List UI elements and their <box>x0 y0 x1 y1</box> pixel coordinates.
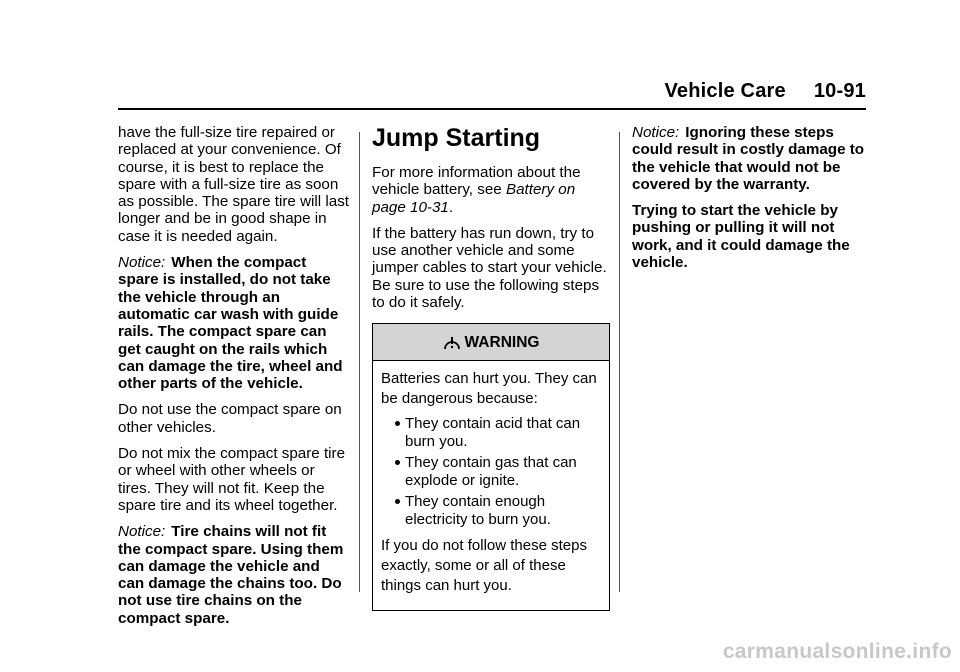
list-item <box>381 493 601 528</box>
warning-body <box>373 361 609 610</box>
paragraph: Trying to start the vehicle by pushing or pulling it will not work, and it could damage the vehicle. <box>632 202 850 272</box>
column-divider <box>619 132 620 592</box>
paragraph: Do not use the compact spare on other vehicles. <box>118 401 342 436</box>
warning-header <box>373 324 609 361</box>
warning-outro: If you do not follow these steps exactly, some or all of these things can hurt you. <box>381 537 587 595</box>
paragraph: If the battery has run down, try to use another vehicle and some jumper cables to start your vehicle. Be sure to use the following steps to do it safely. <box>372 224 607 312</box>
section-title: Vehicle Care <box>664 80 786 102</box>
warning-title: WARNING <box>464 333 540 351</box>
list-item <box>381 415 601 450</box>
header-rule <box>118 108 866 110</box>
list-item <box>381 454 601 489</box>
column-middle <box>372 124 608 611</box>
bullet-icon <box>395 499 400 504</box>
section-heading: Jump Starting <box>372 124 541 152</box>
bullet-icon <box>395 421 400 426</box>
warning-box <box>372 323 610 611</box>
paragraph <box>372 164 608 216</box>
list-item-text: They contain acid that can burn you. <box>405 415 581 450</box>
page-number: 10-91 <box>813 80 866 102</box>
column-divider <box>359 132 360 592</box>
column-left <box>118 124 350 636</box>
notice-text: Ignoring these steps could result in costly damage to the vehicle that would not be covered by the warranty. <box>632 124 865 193</box>
notice-label: Notice: <box>118 254 166 272</box>
bullet-icon <box>395 460 400 465</box>
column-right <box>632 124 868 280</box>
notice <box>118 254 350 392</box>
warning-list <box>381 415 601 528</box>
notice-text: When the compact spare is installed, do not take the vehicle through an automatic car wash with guide rails. The compact spare can get caught on the rails which can damage the tire, wheel and other parts of the vehicle. <box>118 254 343 393</box>
cross-reference-link[interactable]: Battery on page 10-31 <box>372 181 576 216</box>
paragraph: Do not mix the compact spare tire or wheel with other wheels or tires. They will not fit. Keep the spare tire and its wheel together. <box>118 445 346 514</box>
paragraph-text: For more information about the vehicle battery, see <box>372 164 581 199</box>
notice-text: Tire chains will not fit the compact spare. Using them can damage the vehicle and can damage the chains too. Do not use tire chains on the compact spare. <box>118 523 344 627</box>
notice-label: Notice: <box>118 523 166 541</box>
notice <box>632 124 868 193</box>
paragraph: have the full-size tire repaired or replaced at your convenience. Of course, it is best to replace the spare with a full-size tire as soon as possible. The spare tire will last longer and be in good shape in case it is needed again. <box>118 124 350 245</box>
list-item-text: They contain enough electricity to burn you. <box>405 493 551 528</box>
notice-label: Notice: <box>632 124 680 141</box>
watermark: carmanualsonline.info <box>722 640 952 663</box>
punctuation: . <box>448 198 454 216</box>
page-header <box>664 80 866 103</box>
warning-intro: Batteries can hurt you. They can be dangerous because: <box>381 370 597 408</box>
list-item-text: They contain gas that can explode or ignite. <box>405 454 577 489</box>
notice <box>118 523 350 627</box>
warning-icon <box>443 333 461 351</box>
